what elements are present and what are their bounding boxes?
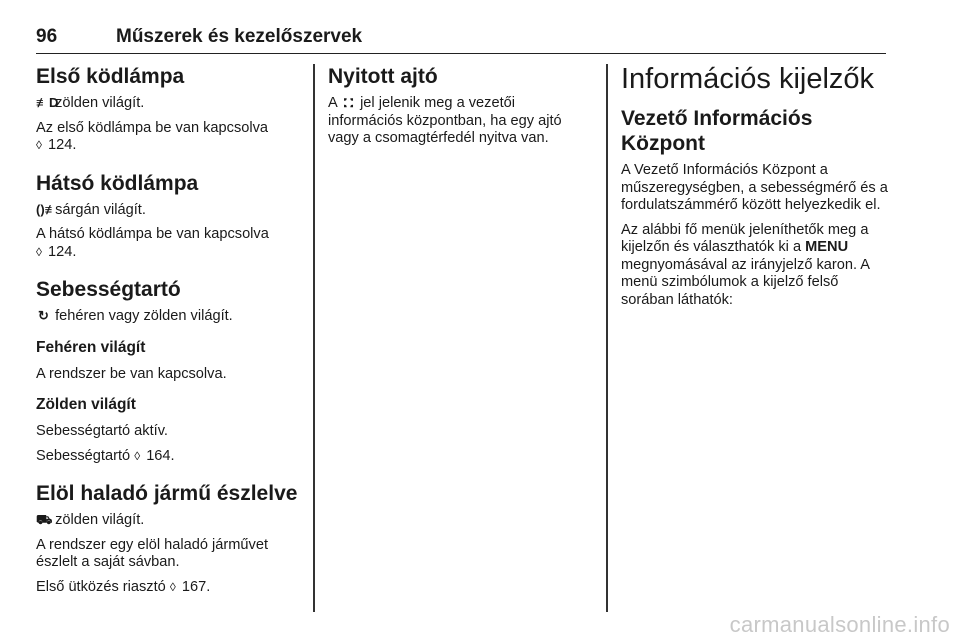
front-fog-status: ≢D zölden világít. bbox=[36, 95, 145, 111]
reference-arrow-icon: ◊ bbox=[36, 138, 42, 152]
cruise-reference: Sebességtartó ◊ 164. bbox=[36, 447, 175, 464]
cruise-control-icon: ↻ bbox=[38, 308, 49, 323]
page-header bbox=[36, 20, 886, 54]
cruise-white-body: A rendszer be van kapcsolva. bbox=[36, 365, 227, 382]
reference-arrow-icon: ◊ bbox=[36, 244, 42, 259]
section-heading-cruise: Sebességtartó bbox=[36, 278, 181, 301]
page-title: Műszerek és kezelőszervek bbox=[116, 26, 363, 47]
driver-info-paragraph-1: A Vezető Információs Központ a műszeregységben, a sebességmérő és a fordulatszámmérő között helyezkedik el. bbox=[621, 162, 888, 213]
subheading-green: Zölden világít bbox=[36, 396, 136, 413]
section-heading-vehicle-ahead: Elöl haladó jármű észlelve bbox=[36, 482, 298, 505]
rear-fog-body: A hátsó ködlámpa be van kapcsolva ◊ 124. bbox=[36, 226, 269, 260]
watermark: carmanualsonline.info bbox=[729, 612, 950, 637]
open-door-body: A ⛚ jel jelenik meg a vezetői információs központban, ha egy ajtó vagy a csomagtérfedél nyitva van. bbox=[328, 95, 562, 146]
section-heading-rear-fog: Hátsó ködlámpa bbox=[36, 171, 199, 195]
front-fog-body: Az első ködlámpa be van kapcsolva ◊ 124. bbox=[36, 119, 269, 153]
driver-info-paragraph-2: Az alábbi fő menük jeleníthetők meg a kijelzőn és választhatók ki a MENU megnyomásával az irányjelző karon. A menü szimbólumok a kijelző felső sorában láthatók: bbox=[621, 221, 870, 308]
rear-fog-status: ()≢ sárgán világít. bbox=[36, 201, 146, 218]
page-reference-link[interactable]: 124. bbox=[48, 243, 77, 260]
cruise-green-body: Sebességtartó aktív. bbox=[36, 423, 168, 439]
reference-arrow-icon: ◊ bbox=[169, 579, 176, 594]
reference-arrow-icon: ◊ bbox=[134, 448, 141, 463]
subheading-white: Fehéren világít bbox=[36, 338, 146, 356]
section-heading-open-door: Nyitott ajtó bbox=[328, 65, 438, 88]
column-divider bbox=[313, 64, 315, 612]
page-reference-link[interactable]: 167. bbox=[181, 578, 211, 595]
column-right bbox=[621, 64, 891, 316]
section-heading-front-fog: Első ködlámpa bbox=[36, 65, 185, 88]
page-reference-link[interactable]: 164. bbox=[146, 447, 175, 464]
vehicle-reference: Első ütközés riasztó ◊ 167. bbox=[36, 578, 211, 595]
column-divider bbox=[606, 64, 608, 612]
page-number: 96 bbox=[36, 26, 58, 47]
column-middle bbox=[328, 64, 590, 155]
section-heading-driver-info: Vezető Információs Központ bbox=[621, 107, 813, 155]
chapter-title: Információs kijelzők bbox=[621, 63, 875, 95]
vehicle-status: ⛟ zölden világít. bbox=[36, 512, 145, 528]
open-door-icon: ⛚ bbox=[343, 95, 354, 110]
page-reference-link[interactable]: 124. bbox=[48, 137, 77, 153]
cruise-status: ↻ fehéren vagy zölden világít. bbox=[36, 307, 298, 326]
vehicle-body: A rendszer egy elöl haladó járművet észlelt a saját sávban. bbox=[36, 536, 269, 570]
column-left bbox=[36, 64, 298, 603]
menu-button-label: MENU bbox=[805, 239, 849, 255]
front-fog-lamp-icon: ≢D bbox=[36, 95, 59, 110]
rear-fog-lamp-icon: ()≢ bbox=[36, 201, 58, 217]
vehicle-ahead-icon: ⛟ bbox=[36, 512, 53, 527]
